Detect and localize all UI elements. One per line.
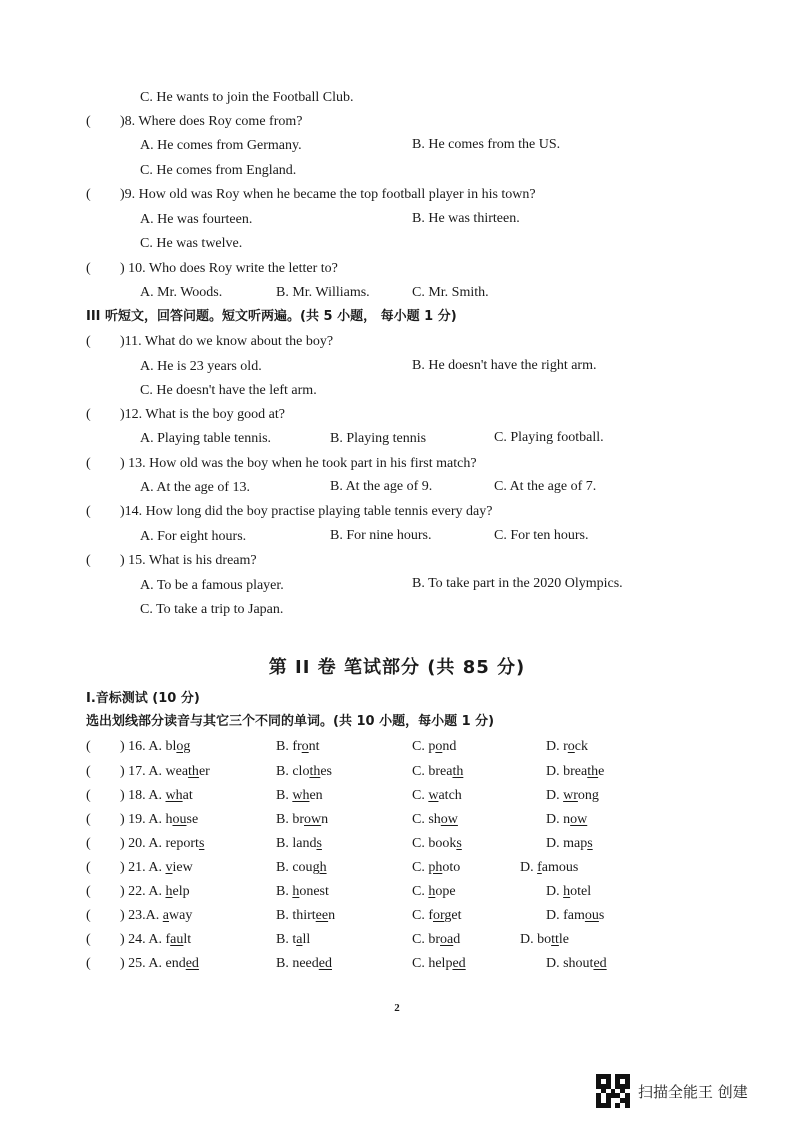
word-part: D. n [546,812,571,827]
question-number: ) 18. A. [120,788,166,803]
question-number: ) 24. A. [120,932,166,947]
q15-option-a: A. To be a famous player. [140,578,284,593]
word-part: lt [183,932,192,947]
underlined-letters: s [198,836,205,851]
question-number: ) 17. A. [120,764,166,779]
option-b [276,811,328,829]
phonetics-question-20 [120,835,204,853]
answer-paren: ( [86,764,91,779]
option-b [276,931,310,949]
word-part: C. brea [412,764,453,779]
word-part: C. [412,884,429,899]
word-part: en [309,788,323,803]
phonetics-question-21 [120,859,193,877]
word-part: d [453,932,461,947]
q8-option-a: A. He comes from Germany. [140,138,302,153]
underlined-letters: ow [304,812,322,827]
q12-option-b: B. Playing tennis [330,431,427,446]
q13-option-b: B. At the age of 9. [330,479,433,494]
word-part: otel [570,884,592,899]
word-part: bl [165,739,177,754]
q8-option-b: B. He comes from the US. [412,137,561,152]
word-part: B. clo [276,764,310,779]
q11-option-a: A. He is 23 years old. [140,359,262,374]
word-part: nt [308,739,320,754]
word-part: elp [172,884,190,899]
q12-option-c: C. Playing football. [494,430,604,445]
underlined-letters: wh [165,788,183,803]
option-b [276,835,322,853]
underlined-letters: s [316,836,322,851]
word-part: B. [276,788,293,803]
phonetics-heading: I.音标测试 (10 分) [86,691,200,706]
word-part: C. sh [412,812,441,827]
question-number: ) 16. A. [120,739,166,754]
word-part: B. thirt [276,908,316,923]
q8-stem: )8. Where does Roy come from? [120,114,303,129]
page-number: 2 [394,1002,400,1014]
word-part: e [598,764,605,779]
option-b [276,883,329,901]
word-part: ope [435,884,456,899]
underlined-letters: w [428,788,439,803]
phonetics-question-24 [120,931,191,949]
option-c [412,883,456,901]
underlined-letters: wr [563,788,578,803]
option-c [412,811,458,829]
section-3-heading: III 听短文，回答问题。短文听两遍。(共 5 小题， 每小题 1 分) [86,309,457,324]
answer-paren: ( [86,836,91,851]
word-part: ck [574,739,588,754]
underlined-letters: og [176,739,191,754]
question-number: ) 25. A. [120,956,166,971]
q14-stem: )14. How long did the boy practise playing table tennis every day? [120,504,493,519]
word-part: oto [442,860,461,875]
option-c [412,763,463,781]
underlined-letters: s [587,836,593,851]
phonetics-question-22 [120,883,190,901]
option-d [546,738,588,756]
q10-option-b: B. Mr. Williams. [276,285,370,300]
q9-option-c: C. He was twelve. [140,236,243,251]
word-part: C. book [412,836,457,851]
answer-paren: ( [86,553,91,568]
word-part: ong [577,788,599,803]
underlined-letters: o [435,739,443,754]
underlined-letters: ed [185,956,199,971]
word-part: se [186,812,199,827]
option-b [276,763,332,781]
answer-paren: ( [86,739,91,754]
word-part: wea [165,764,189,779]
option-d [546,835,593,853]
answer-paren: ( [86,114,91,129]
underlined-letters: ow [570,812,588,827]
word-part: get [444,908,462,923]
answer-paren: ( [86,812,91,827]
q11-option-c: C. He doesn't have the left arm. [140,383,317,398]
question-number: ) 23.A. [120,908,163,923]
word-part: D. brea [546,764,588,779]
underlined-letters: h [428,884,436,899]
underlined-letters: o [301,739,309,754]
word-part: amous [541,860,579,875]
option-b [276,907,335,925]
option-c [412,738,456,756]
q9-option-a: A. He was fourteen. [140,212,253,227]
q15-stem: ) 15. What is his dream? [120,553,257,568]
underlined-letters: o [567,739,575,754]
option-d [520,859,578,877]
question-number: ) 19. A. [120,812,166,827]
underlined-letters: or [433,908,445,923]
underlined-letters: ou [172,812,187,827]
scanner-footer-text: 扫描全能王 创建 [638,1082,748,1101]
underlined-letters: h [563,884,571,899]
phonetics-question-16 [120,738,190,756]
word-part: B. land [276,836,317,851]
q8-option-c: C. He comes from England. [140,163,297,178]
q13-option-c: C. At the age of 7. [494,479,597,494]
question-number: ) 21. A. [120,860,166,875]
underlined-letters: a [296,932,303,947]
word-part: end [165,956,186,971]
underlined-letters: ow [440,812,458,827]
word-part: C. p [412,739,436,754]
underlined-letters: tt [551,932,559,947]
underlined-letters: h [292,884,300,899]
word-part: at [182,788,193,803]
underlined-letters: th [188,764,199,779]
word-part: nd [442,739,457,754]
option-c [412,907,462,925]
q14-option-c: C. For ten hours. [494,528,589,543]
word-part: n [321,812,329,827]
q9-option-b: B. He was thirteen. [412,211,520,226]
word-part: f [165,932,171,947]
part-2-title: 第 II 卷 笔试部分 (共 85 分) [268,657,526,678]
q10-option-c: C. Mr. Smith. [412,285,489,300]
word-part: D. [546,884,564,899]
answer-paren: ( [86,932,91,947]
word-part: B. fr [276,739,302,754]
answer-paren: ( [86,407,91,422]
word-part: iew [172,860,193,875]
phonetics-question-23 [120,907,192,925]
word-part: D. r [546,739,568,754]
underlined-letters: wh [292,788,310,803]
word-part: D. fam [546,908,585,923]
word-part: h [165,812,173,827]
word-part: B. br [276,812,304,827]
option-d [546,883,591,901]
option-c [412,955,466,973]
option-b [276,738,320,756]
option-d [546,955,607,973]
underlined-letters: gh [312,860,327,875]
word-part: C. f [412,908,433,923]
answer-paren: ( [86,884,91,899]
word-part: C. [412,860,429,875]
option-d [546,763,604,781]
word-part: D. shout [546,956,594,971]
q12-option-a: A. Playing table tennis. [140,431,272,446]
word-part: C. br [412,932,440,947]
answer-paren: ( [86,908,91,923]
option-c [412,859,460,877]
q14-option-a: A. For eight hours. [140,529,247,544]
option-d [546,907,604,925]
underlined-letters: ed [452,956,466,971]
word-part: D. [520,860,538,875]
word-part: B. cou [276,860,313,875]
qr-code-icon [596,1074,630,1108]
q11-option-b: B. He doesn't have the right arm. [412,358,597,373]
underlined-letters: th [309,764,321,779]
q7-option-c: C. He wants to join the Football Club. [140,90,354,105]
word-part: ll [302,932,311,947]
word-part: atch [438,788,462,803]
word-part: le [558,932,570,947]
option-d [546,787,599,805]
phonetics-question-18 [120,787,193,805]
answer-paren: ( [86,334,91,349]
option-c [412,835,462,853]
q15-option-b: B. To take part in the 2020 Olympics. [412,576,623,591]
answer-paren: ( [86,860,91,875]
word-part: D. map [546,836,588,851]
word-part: B. [276,884,293,899]
phonetics-question-19 [120,811,198,829]
word-part: D. [546,788,564,803]
underlined-letters: f [537,860,542,875]
question-number: ) 22. A. [120,884,166,899]
word-part: B. t [276,932,297,947]
underlined-letters: ed [593,956,607,971]
question-number: ) 20. A. [120,836,166,851]
q13-option-a: A. At the age of 13. [140,480,251,495]
answer-paren: ( [86,504,91,519]
phonetics-instruction: 选出划线部分读音与其它三个不同的单词。(共 10 小题，每小题 1 分) [86,714,495,729]
underlined-letters: ph [428,860,443,875]
option-c [412,931,460,949]
underlined-letters: au [170,932,184,947]
underlined-letters: ed [318,956,332,971]
word-part: B. need [276,956,319,971]
word-part: n [328,908,336,923]
q15-option-c: C. To take a trip to Japan. [140,602,284,617]
word-part: D. bo [520,932,552,947]
option-d [546,811,587,829]
q11-stem: )11. What do we know about the boy? [120,334,334,349]
underlined-letters: h [165,884,173,899]
option-b [276,787,323,805]
q9-stem: )9. How old was Roy when he became the top football player in his town? [120,187,536,202]
q12-stem: )12. What is the boy good at? [120,407,285,422]
word-part: onest [299,884,329,899]
underlined-letters: s [456,836,462,851]
word-part: C. help [412,956,453,971]
underlined-letters: ou [584,908,599,923]
option-d [520,931,569,949]
answer-paren: ( [86,261,91,276]
underlined-letters: ee [315,908,329,923]
answer-paren: ( [86,788,91,803]
word-part: er [198,764,210,779]
word-part: s [598,908,605,923]
word-part: es [320,764,333,779]
scanner-watermark [596,1074,748,1108]
word-part: C. [412,788,429,803]
option-c [412,787,462,805]
answer-paren: ( [86,187,91,202]
answer-paren: ( [86,956,91,971]
underlined-letters: a [162,908,169,923]
option-b [276,859,327,877]
word-part: report [165,836,199,851]
phonetics-question-17 [120,763,210,781]
q13-stem: ) 13. How old was the boy when he took part in his first match? [120,456,477,471]
option-b [276,955,332,973]
q10-option-a: A. Mr. Woods. [140,285,223,300]
underlined-letters: th [587,764,599,779]
underlined-letters: oa [440,932,454,947]
phonetics-question-25 [120,955,199,973]
underlined-letters: th [452,764,464,779]
answer-paren: ( [86,456,91,471]
word-part: way [169,908,193,923]
q10-stem: ) 10. Who does Roy write the letter to? [120,261,338,276]
underlined-letters: v [165,860,173,875]
q14-option-b: B. For nine hours. [330,528,432,543]
